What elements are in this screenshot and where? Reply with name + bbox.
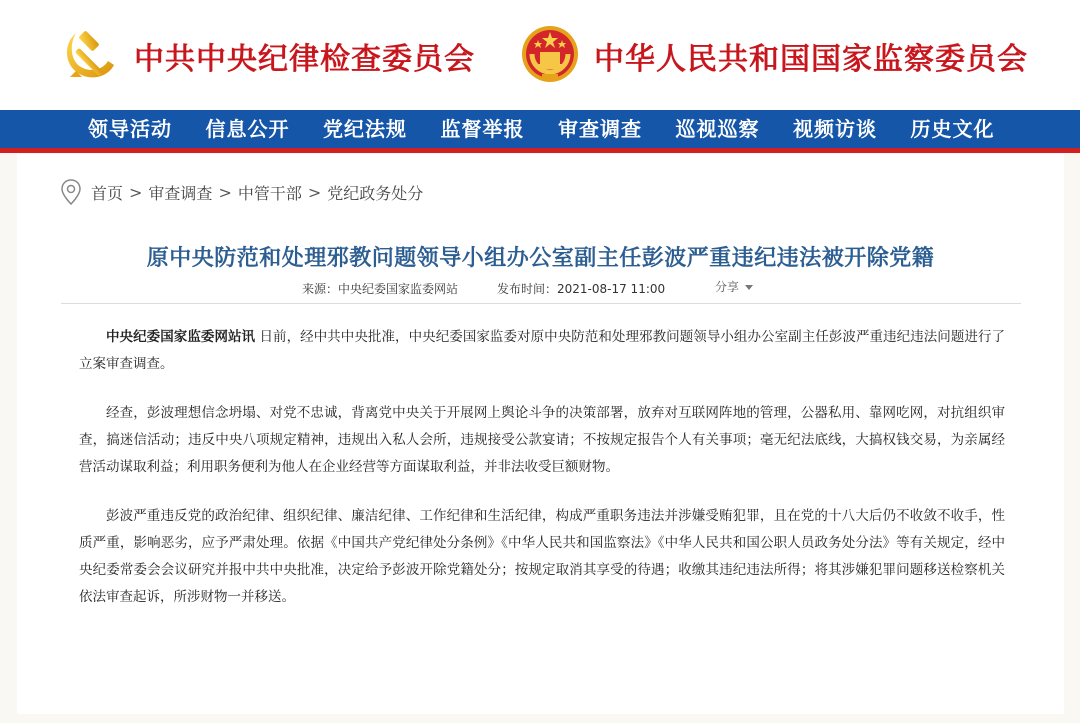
nav-item-leadership[interactable]: 领导活动 [88,117,172,141]
breadcrumb-separator: > [129,182,143,202]
ccdi-logo-link[interactable] [62,20,475,92]
nav-item-investigation[interactable]: 审查调查 [558,117,642,141]
breadcrumb-discipline[interactable]: 党纪政务处分 [327,183,424,203]
nav-item-regulations[interactable]: 党纪法规 [323,117,407,141]
breadcrumb-separator: > [218,182,232,202]
site-header [0,0,1080,110]
lead-label: 中央纪委国家监委网站讯 [106,329,256,345]
location-pin-icon [61,179,81,205]
breadcrumb-central-cadres[interactable]: 中管干部 [237,183,302,203]
divider [61,303,1021,304]
breadcrumb-separator: > [307,182,322,202]
nsc-logo-link[interactable] [520,20,1028,92]
article-body [79,324,1005,633]
article-paragraph: 经查，彭波理想信念坍塌、对党不忠诚，背离党中央关于开展网上舆论斗争的决策部署，放弃对互联网阵地的管理，公器私用、靠网吃网，对抗组织审查，搞迷信活动；违反中央八项规定精神，违规出入私人会所，违规接受公款宴请；不按规定报告个人有关事项；毫无纪法底线，大搞权钱交易，为亲属经营活动谋取利益；利用职务便利为他人在企业经营等方面谋取利益，并非法收受巨额财物。 [79,405,1005,475]
article-paragraph [79,324,1005,378]
party-emblem-icon [62,25,120,87]
nsc-site-name: 中华人民共和国国家监察委员会 [594,42,1028,77]
nav-item-history[interactable]: 历史文化 [910,117,995,141]
paragraph-text: 日前，经中共中央批准，中央纪委国家监委对原中央防范和处理邪教问题领导小组办公室副主任彭波严重违纪违法问题进行了立案审查调查。 [79,329,1006,372]
article-container [17,154,1064,714]
nav-item-inspection[interactable]: 巡视巡察 [675,117,760,141]
nav-item-video[interactable]: 视频访谈 [793,117,877,141]
breadcrumb-investigation[interactable]: 审查调查 [148,183,213,203]
article-publish-time: 发布时间：2021-08-17 11:00 [497,282,666,296]
article-meta [17,278,1064,298]
nav-item-supervision[interactable]: 监督举报 [440,117,525,141]
share-label: 分享 [715,280,740,294]
share-button[interactable] [715,278,753,295]
ccdi-site-name: 中共中央纪律检查委员会 [134,42,475,77]
article-source: 来源：中央纪委国家监委网站 [302,282,459,296]
national-emblem-icon [520,22,580,90]
article-paragraph: 彭波严重违反党的政治纪律、组织纪律、廉洁纪律、工作纪律和生活纪律，构成严重职务违法并涉嫌受贿犯罪，且在党的十八大后仍不收敛不收手，性质严重，影响恶劣，应予严肃处理。依据《中国共产党纪律处分条例》《中华人民共和国监察法》《中华人民共和国公职人员政务处分法》等有关规定，经中央纪委常委会会议研究并报中共中央批准，决定给予彭波开除党籍处分；按规定取消其享受的待遇；收缴其违纪违法所得；将其涉嫌犯罪问题移送检察机关依法审查起诉，所涉财物一并移送。 [79,508,1005,605]
main-nav [0,110,1080,153]
nav-item-information[interactable]: 信息公开 [205,117,290,141]
article-title: 原中央防范和处理邪教问题领导小组办公室副主任彭波严重违纪违法被开除党籍 [146,244,935,271]
chevron-down-icon [745,285,753,290]
breadcrumb [61,178,423,206]
breadcrumb-home[interactable]: 首页 [91,183,124,203]
